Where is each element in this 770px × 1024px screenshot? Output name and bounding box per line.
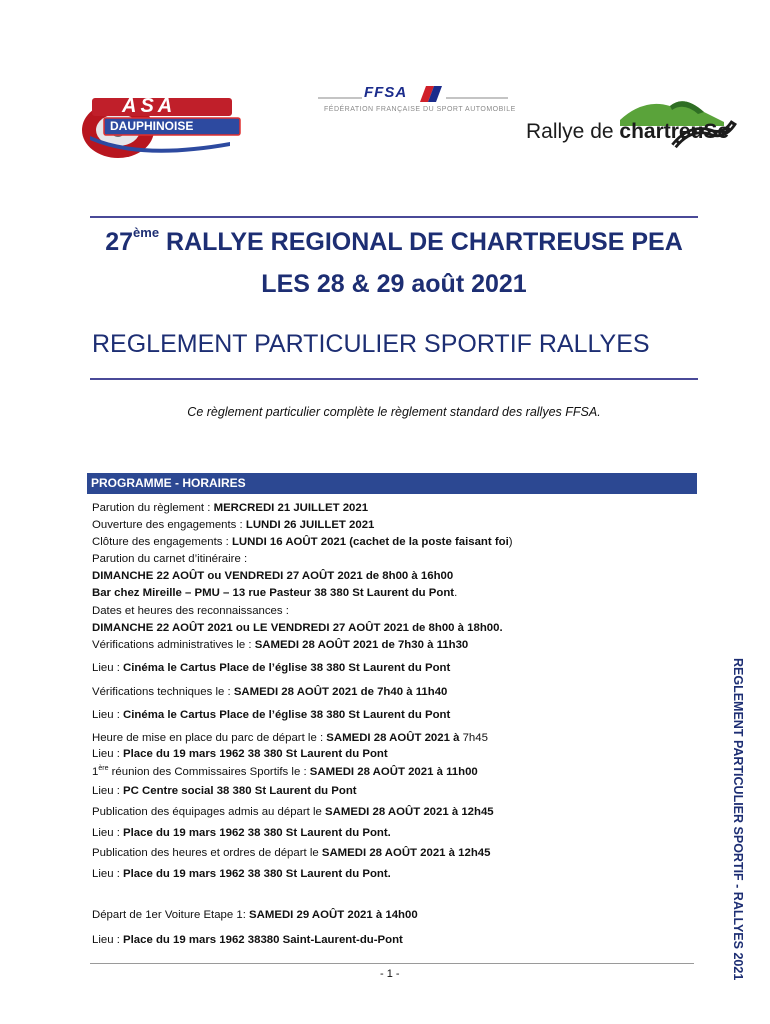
section-header-bar [87,473,697,494]
top-rule [90,216,698,218]
event-dates: LES 28 & 29 août 2021 [261,270,527,298]
programme-line: Clôture des engagements : LUNDI 16 AOÛT 2021 (cachet de la poste faisant foi) [92,536,513,548]
programme-line: Dates et heures des reconnaissances : [92,605,289,617]
programme-line: DIMANCHE 22 AOÛT 2021 ou LE VENDREDI 27 AOÛT 2021 de 8h00 à 18h00. [92,622,503,634]
programme-line: Parution du carnet d’itinéraire : [92,553,248,565]
programme-line: 1ère réunion des Commissaires Sportifs le : SAMEDI 28 AOÛT 2021 à 11h00 [92,765,478,778]
programme-line: Lieu : Place du 19 mars 1962 38 380 St Laurent du Pont [92,748,388,760]
programme-line: Publication des équipages admis au départ le SAMEDI 28 AOÛT 2021 à 12h45 [92,806,494,818]
footer-rule [90,963,694,964]
asa-dauphinoise-logo [80,96,250,160]
programme-line: Heure de mise en place du parc de départ le : SAMEDI 28 AOÛT 2021 à 7h45 [92,732,488,744]
page-number: - 1 - [380,968,400,980]
programme-line: Lieu : Cinéma le Cartus Place de l’église 38 380 St Laurent du Pont [92,709,451,721]
ffsa-subtitle: FÉDÉRATION FRANÇAISE DU SPORT AUTOMOBILE [324,106,516,113]
asa-logo-banner: DAUPHINOISE [110,119,194,133]
page-title: 27ème RALLYE REGIONAL DE CHARTREUSE PEA [105,224,683,256]
intro-text: Ce règlement particulier complète le règlement standard des rallyes FFSA. [187,405,601,419]
vertical-side-title: REGLEMENT PARTICULIER SPORTIF - RALLYES 2021 [731,658,745,981]
programme-line: DIMANCHE 22 AOÛT ou VENDREDI 27 AOÛT 2021 de 8h00 à 16h00 [92,570,454,582]
programme-line: Vérifications techniques le : SAMEDI 28 AOÛT 2021 de 7h40 à 11h40 [92,686,448,698]
document-subtitle: REGLEMENT PARTICULIER SPORTIF RALLYES [92,330,650,358]
bottom-rule [90,378,698,380]
rallye-chartreuse-logo [524,92,742,172]
programme-line: Départ de 1er Voiture Etape 1: SAMEDI 29 AOÛT 2021 à 14h00 [92,909,418,921]
ffsa-wordmark: FFSA [364,84,408,101]
programme-line: Lieu : Cinéma le Cartus Place de l’église 38 380 St Laurent du Pont [92,662,451,674]
programme-line: Bar chez Mireille – PMU – 13 rue Pasteur 38 380 St Laurent du Pont. [92,587,458,599]
programme-line: Ouverture des engagements : LUNDI 26 JUILLET 2021 [92,519,375,531]
section-title: PROGRAMME - HORAIRES [91,476,246,490]
asa-logo-text: ASA [122,95,177,117]
rallye-logo-text: Rallye de chartreuSe [526,120,730,143]
ffsa-logo [318,84,516,118]
programme-line: Publication des heures et ordres de départ le SAMEDI 28 AOÛT 2021 à 12h45 [92,847,491,859]
programme-line: Parution du règlement : MERCREDI 21 JUILLET 2021 [92,502,369,514]
programme-line: Lieu : Place du 19 mars 1962 38 380 St Laurent du Pont. [92,827,391,839]
programme-line: Lieu : Place du 19 mars 1962 38380 Saint-Laurent-du-Pont [92,934,403,946]
programme-line: Lieu : Place du 19 mars 1962 38 380 St Laurent du Pont. [92,868,391,880]
programme-line: Vérifications administratives le : SAMEDI 28 AOÛT 2021 de 7h30 à 11h30 [92,639,469,651]
programme-line: Lieu : PC Centre social 38 380 St Laurent du Pont [92,785,357,797]
